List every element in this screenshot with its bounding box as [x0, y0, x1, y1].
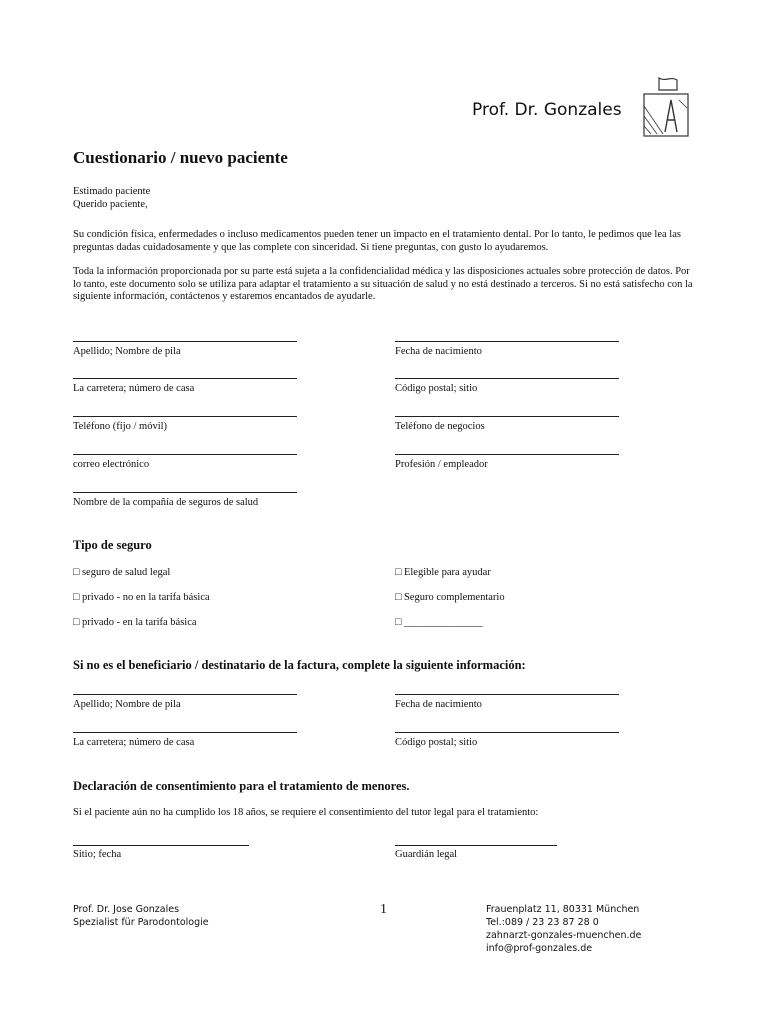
beneficiary-name-label: Apellido; Nombre de pila	[73, 699, 181, 710]
place-date-input-line[interactable]	[73, 845, 249, 846]
beneficiary-heading: Si no es el beneficiario / destinatario de la factura, complete la siguiente información:	[73, 658, 526, 672]
insurance-heading: Tipo de seguro	[73, 538, 152, 552]
checkbox-legal-insurance[interactable]: □ seguro de salud legal	[73, 567, 171, 578]
intro-paragraph: Su condición física, enfermedades o incluso medicamentos pueden tener un impacto en el tratamiento dental. Por lo tanto, le pedimos que lea las preguntas dadas cuidadosamente y que las complete con sinceridad. Si tiene preguntas, con gusto lo ayudaremos.	[73, 229, 681, 253]
footer-phone: Tel.:089 / 23 23 87 28 0	[486, 917, 599, 928]
street-label: La carretera; número de casa	[73, 383, 195, 394]
greeting-line: Estimado paciente	[73, 186, 151, 197]
phone-input-line[interactable]	[73, 416, 297, 417]
name-input-line[interactable]	[73, 341, 297, 342]
postal-label: Código postal; sitio	[395, 383, 478, 394]
checkbox-other[interactable]: □ _______________	[395, 617, 483, 628]
footer-doctor-name: Prof. Dr. Jose Gonzales	[73, 904, 180, 915]
guardian-label: Guardián legal	[395, 849, 458, 860]
profession-input-line[interactable]	[395, 454, 619, 455]
checkbox-private-not-basic[interactable]: □ privado - no en la tarifa básica	[73, 592, 210, 603]
checkbox-eligible-aid[interactable]: □ Elegible para ayudar	[395, 567, 491, 578]
insurer-input-line[interactable]	[73, 492, 297, 493]
email-input-line[interactable]	[73, 454, 297, 455]
checkbox-supplementary[interactable]: □ Seguro complementario	[395, 592, 505, 603]
business-phone-label: Teléfono de negocios	[395, 421, 485, 432]
greeting-line: Querido paciente,	[73, 199, 148, 210]
page-title: Cuestionario / nuevo paciente	[73, 148, 288, 167]
name-label: Apellido; Nombre de pila	[73, 346, 181, 357]
footer-website: zahnarzt-gonzales-muenchen.de	[486, 930, 642, 941]
beneficiary-postal-label: Código postal; sitio	[395, 737, 478, 748]
checkbox-private-basic[interactable]: □ privado - en la tarifa básica	[73, 617, 197, 628]
dob-label: Fecha de nacimiento	[395, 346, 482, 357]
privacy-paragraph: Toda la información proporcionada por su parte está sujeta a la confidencialidad médica y las disposiciones actuales sobre protección de datos. Por lo tanto, este documento solo se utiliza para adaptar el tratamiento a su situación de salud y no está destinado a terceros. Si no está satisfecho con la siguiente información, contáctenos y estaremos encantados de ayudarle.	[73, 266, 693, 303]
footer-specialty: Spezialist für Parodontologie	[73, 917, 209, 928]
footer-address: Frauenplatz 11, 80331 München	[486, 904, 640, 915]
street-input-line[interactable]	[73, 378, 297, 379]
practice-logo	[641, 76, 691, 138]
email-label: correo electrónico	[73, 459, 150, 470]
beneficiary-dob-input-line[interactable]	[395, 694, 619, 695]
phone-label: Teléfono (fijo / móvil)	[73, 421, 168, 432]
minors-heading: Declaración de consentimiento para el tratamiento de menores.	[73, 779, 410, 793]
guardian-input-line[interactable]	[395, 845, 557, 846]
business-phone-input-line[interactable]	[395, 416, 619, 417]
beneficiary-name-input-line[interactable]	[73, 694, 297, 695]
beneficiary-street-label: La carretera; número de casa	[73, 737, 195, 748]
footer-email: info@prof-gonzales.de	[486, 943, 593, 954]
page-number: 1	[380, 902, 387, 917]
beneficiary-postal-input-line[interactable]	[395, 732, 619, 733]
insurer-label: Nombre de la compañía de seguros de salud	[73, 497, 259, 508]
postal-input-line[interactable]	[395, 378, 619, 379]
place-date-label: Sitio; fecha	[73, 849, 122, 860]
beneficiary-street-input-line[interactable]	[73, 732, 297, 733]
minors-text: Si el paciente aún no ha cumplido los 18 años, se requiere el consentimiento del tutor legal para el tratamiento:	[73, 807, 539, 818]
practice-name: Prof. Dr. Gonzales	[472, 100, 622, 120]
profession-label: Profesión / empleador	[395, 459, 488, 470]
dob-input-line[interactable]	[395, 341, 619, 342]
beneficiary-dob-label: Fecha de nacimiento	[395, 699, 482, 710]
